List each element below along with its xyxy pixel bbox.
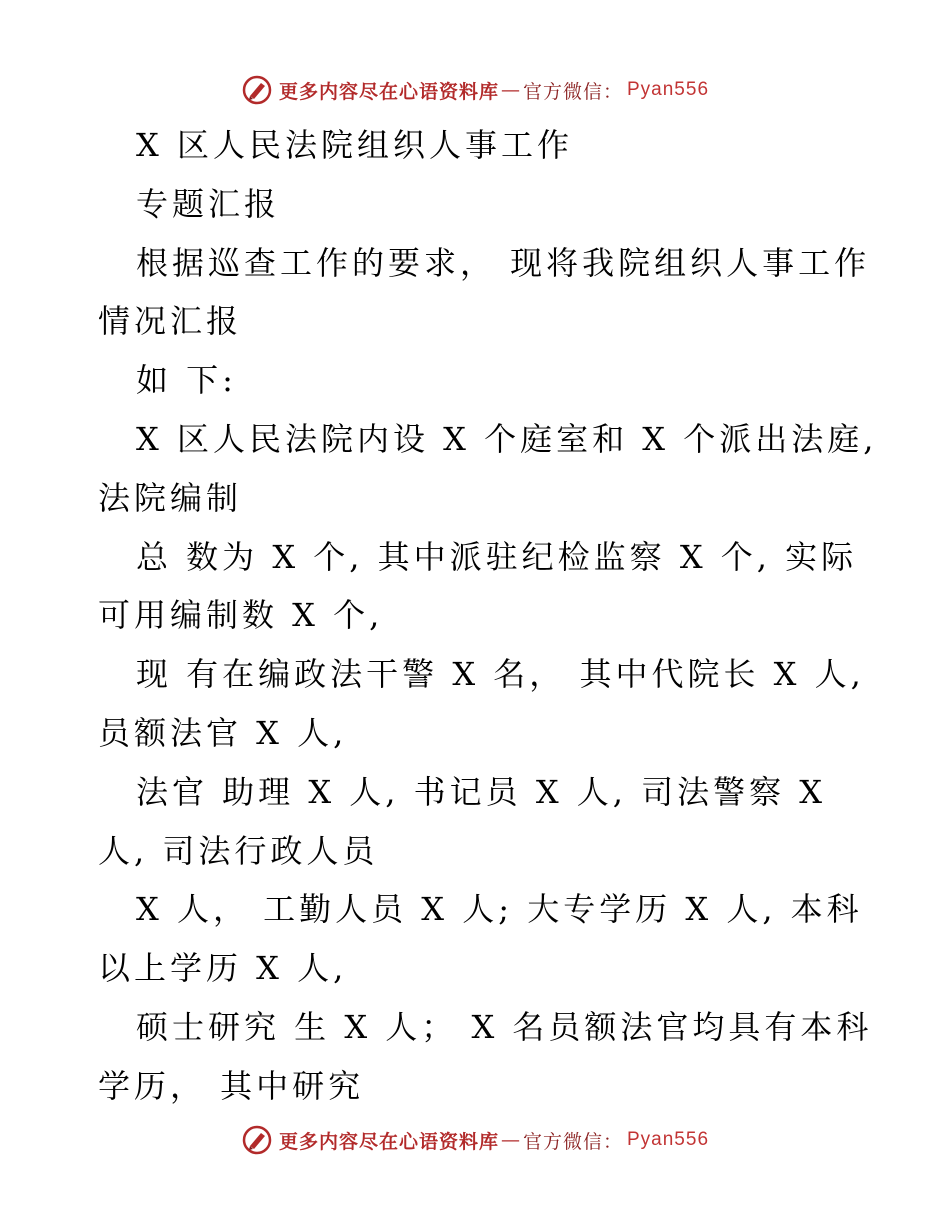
text-line: 硕士研究 生 X 人； X 名员额法官均具有本科 [136, 1007, 873, 1046]
banner-main-text: 更多内容尽在心语资料库 [278, 80, 499, 103]
text-line: 现 有在编政法干警 X 名， 其中代院长 X 人, [136, 655, 865, 694]
text-line: 情况汇报 [98, 302, 243, 341]
banner-wechat-id: Pyan556 [627, 79, 710, 100]
text-line: 法院编制 [98, 478, 243, 517]
text-line: 根据巡查工作的要求， 现将我院组织人事工作 [136, 243, 871, 282]
text-line: 如 下: [136, 361, 237, 400]
text-line: 总 数为 X 个, 其中派驻纪检监察 X 个, 实际 [136, 537, 858, 576]
banner-wechat-id: Pyan556 [627, 1129, 710, 1150]
text-line: 学历， 其中研究 [98, 1066, 365, 1105]
pen-logo-icon [241, 1124, 273, 1156]
text-line: 专题汇报 [136, 184, 281, 223]
footer-banner [0, 1120, 950, 1160]
banner-dash: — [500, 79, 521, 101]
document-body [98, 116, 878, 1116]
header-banner [0, 70, 950, 110]
text-line: 以上学历 X 人, [98, 949, 348, 988]
pen-logo-icon [241, 74, 273, 106]
text-line: 员额法官 X 人, [98, 713, 348, 752]
text-line: 人, 司法行政人员 [98, 831, 379, 870]
banner-official-label: 官方微信： [522, 1130, 623, 1153]
banner-dash: — [500, 1129, 521, 1151]
banner-official-label: 官方微信： [522, 80, 623, 103]
text-line: X 区人民法院组织人事工作 [136, 126, 573, 164]
text-line: 可用编制数 X 个, [98, 596, 384, 635]
text-line: 法官 助理 X 人, 书记员 X 人, 司法警察 X [136, 772, 827, 811]
text-line: X 区人民法院内设 X 个庭室和 X 个派出法庭, [136, 419, 878, 458]
banner-main-text: 更多内容尽在心语资料库 [278, 1130, 499, 1153]
text-line: X 人， 工勤人员 X 人; 大专学历 X 人, 本科 [136, 890, 863, 929]
